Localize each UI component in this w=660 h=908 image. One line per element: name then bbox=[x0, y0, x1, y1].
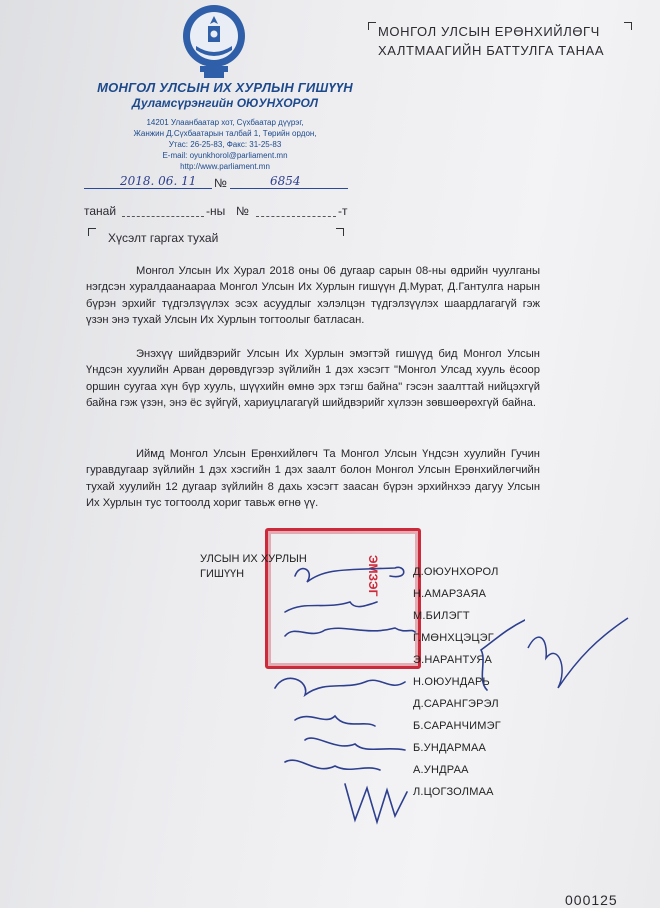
paragraph-2: Энэхүү шийдвэрийг Улсын Их Хурлын эмэгтэй гишүүд бид Монгол Улсын Үндсэн хуулийн Арван дөрөвдүгээр зүйлийн 1 дэх хэсэгт "Монгол Улсад хууль ёсоор оршин суугаа хүн бүр хууль, шүүхийн өмнө эрх тэгш байна" гэсэн заалттай нийцэхгүй байна гэж үзэн, энэ ёс зүйгүй, хариуцлагагүй шийдвэрийг хүлээн зөвшөөрөхгүй байна. bbox=[86, 348, 540, 410]
signatory-name: Э.НАРАНТУЯА bbox=[413, 654, 493, 666]
ref-nii: -ны bbox=[206, 204, 226, 218]
signatory-name: Н.ОЮУНДАРЬ bbox=[413, 676, 490, 688]
signature-8 bbox=[345, 784, 407, 822]
date-underline bbox=[84, 188, 212, 189]
corner-mark bbox=[88, 228, 96, 236]
date-handwritten: 2018. 06. 11 bbox=[120, 174, 197, 188]
signature-6 bbox=[305, 738, 405, 750]
ref-t: -т bbox=[338, 204, 348, 218]
signatory-name: Г.МӨНХЦЭЦЭГ bbox=[413, 632, 494, 644]
signatory-name: Н.АМАРЗАЯА bbox=[413, 588, 487, 600]
signatory-name: Д.САРАНГЭРЭЛ bbox=[413, 698, 499, 710]
signatory-name: М.БИЛЭГТ bbox=[413, 610, 470, 622]
signatory-name: А.УНДРАА bbox=[413, 764, 469, 776]
recipient bbox=[378, 22, 604, 60]
signature-4 bbox=[275, 678, 405, 695]
state-emblem-icon bbox=[178, 2, 250, 82]
document-number: 000125 bbox=[565, 892, 618, 908]
ref-number-symbol: № bbox=[236, 204, 249, 218]
corner-mark bbox=[336, 228, 344, 236]
paragraph-1: Монгол Улсын Их Хурал 2018 оны 06 дугаар сарын 08-ны өдрийн чуулганы нэгдсэн хуралдаанаараа Монгол Улсын Их Хурлын гишүүн Д.Мурат, Д.Гантулга нарын бүрэн эрхийг түдгэлзүүлэх эсэх асуудлыг хэлэлцэн түдгэлзүүлэх шаардлагагүй гэж үзэн энэ тухай Улсын Их Хурлын тогтоолыг батласан. bbox=[86, 265, 540, 327]
margin-signature bbox=[518, 608, 638, 698]
signature-label-line-2: ГИШҮҮН bbox=[200, 568, 245, 580]
signature-5 bbox=[295, 716, 375, 726]
number-handwritten: 6854 bbox=[270, 174, 301, 188]
subject: Хүсэлт гаргах тухай bbox=[108, 231, 219, 245]
org-title: МОНГОЛ УЛСЫН ИХ ХУРЛЫН ГИШҮҮН bbox=[97, 80, 353, 95]
ref-blank-2 bbox=[256, 216, 336, 217]
signature-7 bbox=[285, 760, 380, 770]
number-symbol: № bbox=[214, 176, 227, 190]
signatory-name: Л.ЦОГЗОЛМАА bbox=[413, 786, 494, 798]
signature-label-line-1: УЛСЫН ИХ ХУРЛЫН bbox=[200, 553, 307, 565]
address-line: 14201 Улаанбаатар хот, Сүхбаатар дүүрэг, bbox=[146, 118, 304, 127]
ref-tanai: танай bbox=[84, 204, 117, 218]
recipient-line-2: ХАЛТМААГИЙН БАТТУЛГА ТАНАА bbox=[378, 43, 605, 58]
corner-mark bbox=[624, 22, 632, 30]
phone-line: Утас: 26-25-83, Факс: 31-25-83 bbox=[168, 140, 282, 149]
email-line: E-mail: oyunkhorol@parliament.mn bbox=[162, 151, 288, 160]
number-underline bbox=[230, 188, 348, 189]
paragraph-3: Иймд Монгол Улсын Ерөнхийлөгч Та Монгол Улсын Үндсэн хуулийн Гучин гуравдугаар зүйлийн 1 дэх хэсгийн 1 дэх заалт болон Монгол Улсын Ерөнхийлөгчийн тухай хуулийн 12 дугаар зүйлийн 8 дахь хэсэгт заасан бүрэн эрхийнхээ дагуу Улсын Их Хурлын тус тогтоолд хориг тавьж өгнө үү. bbox=[86, 448, 540, 510]
signatory-name: Д.ОЮУНХОРОЛ bbox=[413, 566, 499, 578]
stamp-text: ЭМЗЭГ bbox=[366, 555, 380, 597]
recipient-line-1: МОНГОЛ УЛСЫН ЕРӨНХИЙЛӨГЧ bbox=[378, 24, 600, 39]
signatory-name: Б.САРАНЧИМЭГ bbox=[413, 720, 501, 732]
signature-3 bbox=[285, 628, 415, 636]
handwritten-signatures bbox=[255, 540, 525, 830]
corner-mark bbox=[368, 22, 376, 30]
signature-1 bbox=[295, 567, 404, 582]
address-block bbox=[60, 117, 390, 172]
signature-2 bbox=[285, 602, 377, 612]
address-line: Жанжин Д.Сүхбаатарын талбай 1, Төрийн ордон, bbox=[133, 129, 317, 138]
signatory-name: Б.УНДАРМАА bbox=[413, 742, 487, 754]
website-line: http://www.parliament.mn bbox=[180, 162, 270, 171]
member-name: Дуламсүрэнгийн ОЮУНХОРОЛ bbox=[132, 96, 318, 110]
ref-blank-1 bbox=[122, 216, 204, 217]
